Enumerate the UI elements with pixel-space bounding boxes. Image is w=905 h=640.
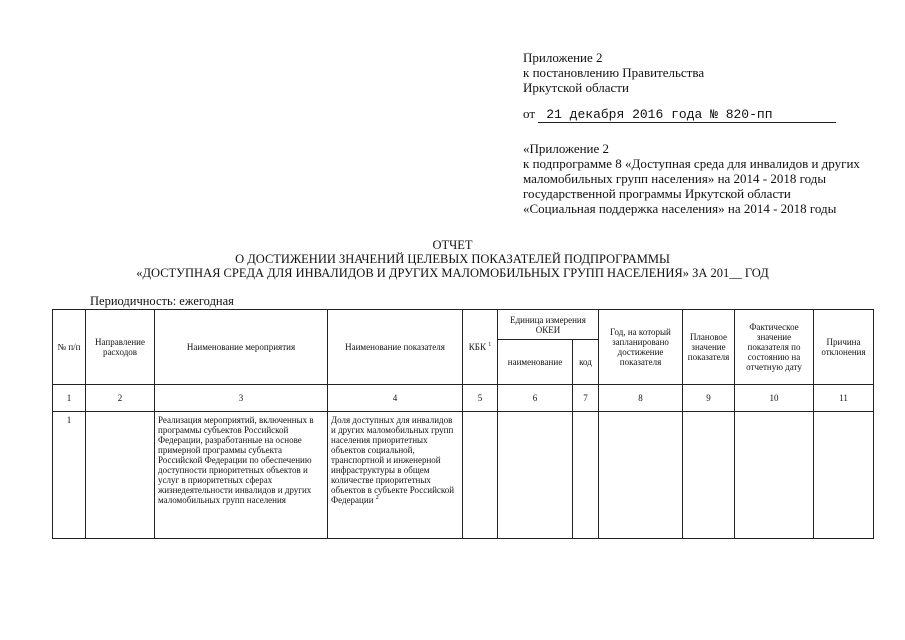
row-direction: [86, 412, 155, 539]
col-number: 2: [86, 385, 155, 412]
col-event-header: Наименование мероприятия: [155, 310, 328, 385]
kbk-footnote: 1: [488, 342, 492, 348]
indicator-footnote: 2: [375, 495, 379, 501]
row-kbk: [463, 412, 498, 539]
col-direction-header: Направление расходов: [86, 310, 155, 385]
appendix-date: [523, 106, 836, 123]
col-number: 8: [599, 385, 683, 412]
row-year: [599, 412, 683, 539]
table-row: [53, 412, 874, 539]
periodicity: Периодичность: ежегодная: [90, 294, 234, 308]
col-reason-header: Причина отклонения: [814, 310, 874, 385]
appendix-line: к постановлению Правительства: [523, 65, 705, 80]
col-number: 5: [463, 385, 498, 412]
sub-appendix-line: к подпрограмме 8 «Доступная среда для инвалидов и других: [523, 156, 860, 171]
row-actual: [735, 412, 814, 539]
col-year-header: Год, на который запланировано достижение показателя: [599, 310, 683, 385]
sub-appendix-block: [523, 141, 860, 216]
col-number: 1: [53, 385, 86, 412]
col-indicator-header: Наименование показателя: [328, 310, 463, 385]
col-num-header: № п/п: [53, 310, 86, 385]
sub-appendix-line: «Приложение 2: [523, 141, 610, 156]
col-unit-header: Единица измерения ОКЕИ: [498, 310, 599, 340]
col-number: 10: [735, 385, 814, 412]
row-unit-name: [498, 412, 573, 539]
sub-appendix-line: государственной программы Иркутской области: [523, 186, 791, 201]
col-number: 4: [328, 385, 463, 412]
appendix-line: Иркутской области: [523, 80, 629, 95]
kbk-label: КБК: [468, 342, 486, 352]
sub-appendix-line: маломобильных групп населения» на 2014 - 2018 годы: [523, 171, 827, 186]
appendix-block: [523, 50, 704, 95]
date-prefix: от: [523, 106, 536, 121]
col-kbk-header: [463, 310, 498, 385]
row-planned: [683, 412, 735, 539]
row-reason: [814, 412, 874, 539]
row-num: 1: [53, 412, 86, 539]
col-unit-code-header: код: [573, 340, 599, 385]
col-unit-name-header: наименование: [498, 340, 573, 385]
report-title-line: О ДОСТИЖЕНИИ ЗНАЧЕНИЙ ЦЕЛЕВЫХ ПОКАЗАТЕЛЕЙ ПОДПРОГРАММЫ: [235, 252, 670, 266]
header-row: [53, 310, 874, 340]
column-number-row: [53, 385, 874, 412]
report-title-line: ОТЧЕТ: [432, 238, 473, 252]
report-title-line: «ДОСТУПНАЯ СРЕДА ДЛЯ ИНВАЛИДОВ И ДРУГИХ МАЛОМОБИЛЬНЫХ ГРУПП НАСЕЛЕНИЯ» ЗА 201__ ГОД: [136, 266, 769, 280]
col-number: 3: [155, 385, 328, 412]
col-actual-header: Фактическое значение показателя по состоянию на отчетную дату: [735, 310, 814, 385]
report-table: [52, 309, 874, 539]
col-number: 11: [814, 385, 874, 412]
col-number: 9: [683, 385, 735, 412]
col-number: 6: [498, 385, 573, 412]
row-indicator: [328, 412, 463, 539]
col-planned-header: Плановое значение показателя: [683, 310, 735, 385]
date-value: 21 декабря 2016 года № 820-пп: [538, 107, 836, 123]
appendix-line: Приложение 2: [523, 50, 603, 65]
row-event: Реализация мероприятий, включенных в программы субъектов Российской Федерации, разработанные на основе примерной программы субъекта Российской Федерации по обеспечению доступности приоритетных объектов и услуг в приоритетных сферах жизнедеятельности инвалидов и других маломобильных групп населения: [155, 412, 328, 539]
report-title: [0, 238, 905, 280]
row-unit-code: [573, 412, 599, 539]
col-number: 7: [573, 385, 599, 412]
indicator-text: Доля доступных для инвалидов и других маломобильных групп населения приоритетных объектов социальной, транспортной и инженерной инфраструктуры в общем количестве приоритетных объектов в субъекте Российской Федерации: [331, 415, 455, 505]
sub-appendix-line: «Социальная поддержка населения» на 2014 - 2018 годы: [523, 201, 837, 216]
